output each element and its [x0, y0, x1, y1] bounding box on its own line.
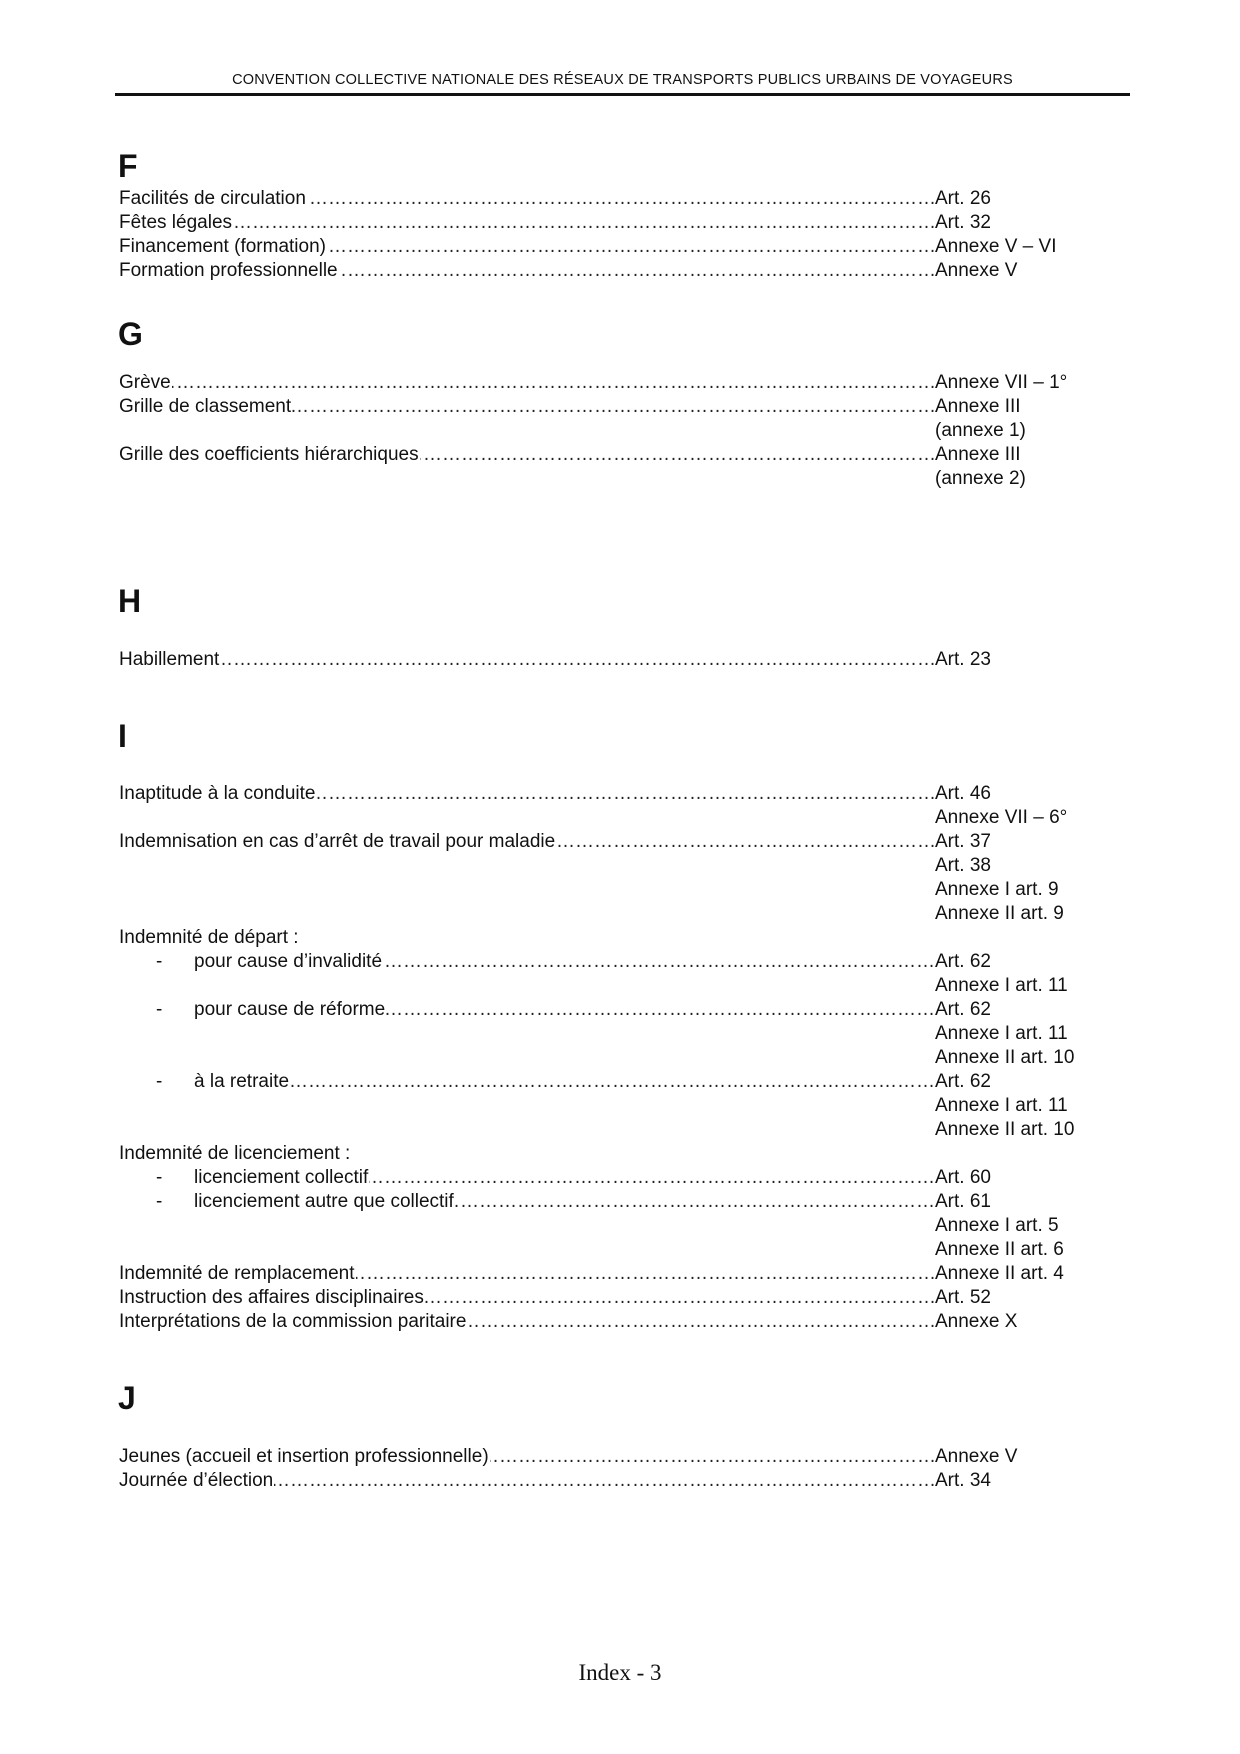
section-j-entries	[119, 1445, 1119, 1493]
index-entry-continuation	[119, 974, 1119, 998]
entry-reference: Art. 62	[935, 951, 991, 972]
entry-leader	[194, 998, 934, 1022]
entry-reference: Art. 32	[935, 212, 991, 233]
entry-label: Journée d’élection	[119, 1470, 274, 1491]
entry-label: à la retraite	[194, 1071, 290, 1092]
entry-label: Interprétations de la commission paritaire	[119, 1311, 467, 1332]
index-entry-continuation	[119, 902, 1119, 926]
index-entry-continuation	[119, 1238, 1119, 1262]
section-letter-i: I	[118, 718, 127, 754]
index-entry	[119, 998, 1119, 1022]
index-entry-continuation	[119, 878, 1119, 902]
index-entry-continuation	[119, 854, 1119, 878]
entry-leader	[119, 830, 934, 854]
index-entry	[119, 830, 1119, 854]
list-bullet: -	[156, 1191, 163, 1212]
entry-reference: Art. 62	[935, 1071, 991, 1092]
index-entry	[119, 235, 1119, 259]
index-entry	[119, 926, 1119, 950]
entry-label: Indemnité de remplacement	[119, 1263, 355, 1284]
index-entry-continuation	[119, 1214, 1119, 1238]
entry-reference: Art. 38	[935, 855, 991, 876]
entry-leader	[194, 1166, 934, 1190]
entry-leader	[119, 371, 934, 395]
entry-reference: Art. 34	[935, 1470, 991, 1491]
index-entry	[119, 371, 1119, 395]
entry-leader	[119, 443, 934, 467]
entry-reference: Art. 37	[935, 831, 991, 852]
index-entry	[119, 1286, 1119, 1310]
entry-reference: Art. 62	[935, 999, 991, 1020]
index-entry	[119, 782, 1119, 806]
section-h-entries	[119, 648, 1119, 672]
index-entry-continuation	[119, 1094, 1119, 1118]
entry-label: Indemnité de licenciement :	[119, 1143, 351, 1164]
list-bullet: -	[156, 999, 163, 1020]
entry-reference: Annexe X	[935, 1311, 1018, 1332]
entry-label: Grille des coefficients hiérarchiques	[119, 444, 419, 465]
entry-reference: Art. 60	[935, 1167, 991, 1188]
entry-leader	[194, 1070, 934, 1094]
entry-leader	[119, 1445, 934, 1469]
entry-leader	[119, 259, 934, 283]
entry-leader	[119, 211, 934, 235]
entry-label: licenciement collectif	[194, 1167, 369, 1188]
index-entry-continuation	[119, 419, 1119, 443]
section-f-entries	[119, 187, 1119, 283]
entry-leader	[119, 187, 934, 211]
index-entry	[119, 443, 1119, 467]
entry-leader	[119, 1142, 934, 1166]
entry-reference: Annexe I art. 11	[935, 1095, 1068, 1116]
entry-label: pour cause d’invalidité	[194, 951, 383, 972]
entry-reference: Annexe I art. 5	[935, 1215, 1059, 1236]
header-rule	[115, 93, 1130, 96]
entry-reference: Art. 46	[935, 783, 991, 804]
index-entry-continuation	[119, 806, 1119, 830]
entry-reference: Annexe I art. 11	[935, 975, 1068, 996]
entry-reference: Annexe III	[935, 396, 1021, 417]
entry-label: Habillement	[119, 649, 220, 670]
entry-label: Jeunes (accueil et insertion professionnelle)	[119, 1446, 489, 1467]
entry-leader	[119, 395, 934, 419]
index-entry	[119, 259, 1119, 283]
entry-leader	[119, 1469, 934, 1493]
entry-label: pour cause de réforme	[194, 999, 386, 1020]
index-entry	[119, 648, 1119, 672]
entry-leader	[119, 1310, 934, 1334]
entry-reference: Annexe II art. 6	[935, 1239, 1064, 1260]
entry-label: Indemnité de départ :	[119, 927, 299, 948]
index-entry	[119, 211, 1119, 235]
index-entry	[119, 395, 1119, 419]
entry-reference: (annexe 1)	[935, 420, 1026, 441]
section-letter-j: J	[118, 1380, 136, 1416]
index-entry	[119, 187, 1119, 211]
index-entry-continuation	[119, 1118, 1119, 1142]
entry-reference: Art. 26	[935, 188, 991, 209]
index-entry	[119, 1190, 1119, 1214]
entry-reference: Annexe V	[935, 1446, 1018, 1467]
entry-reference: Annexe V	[935, 260, 1018, 281]
entry-label: Formation professionnelle	[119, 260, 338, 281]
index-entry-continuation	[119, 1022, 1119, 1046]
index-entry	[119, 1445, 1119, 1469]
entry-label: licenciement autre que collectif	[194, 1191, 454, 1212]
entry-leader	[119, 926, 934, 950]
section-letter-f: F	[118, 148, 138, 184]
entry-leader	[119, 1262, 934, 1286]
entry-reference: Annexe II art. 9	[935, 903, 1064, 924]
entry-reference: Annexe VII – 6°	[935, 807, 1068, 828]
entry-leader	[194, 950, 934, 974]
running-header: CONVENTION COLLECTIVE NATIONALE DES RÉSEAUX DE TRANSPORTS PUBLICS URBAINS DE VOYAGEURS	[232, 72, 1013, 88]
list-bullet: -	[156, 1167, 163, 1188]
entry-leader	[119, 235, 934, 259]
index-entry	[119, 1070, 1119, 1094]
index-entry-continuation	[119, 467, 1119, 491]
entry-reference: Annexe II art. 10	[935, 1119, 1075, 1140]
index-entry	[119, 1262, 1119, 1286]
entry-label: Financement (formation)	[119, 236, 326, 257]
entry-reference: Annexe I art. 9	[935, 879, 1059, 900]
entry-reference: Annexe V – VI	[935, 236, 1057, 257]
entry-leader	[119, 1286, 934, 1310]
entry-reference: (annexe 2)	[935, 468, 1026, 489]
index-entry	[119, 1310, 1119, 1334]
entry-label: Facilités de circulation	[119, 188, 306, 209]
entry-label: Grève	[119, 372, 171, 393]
entry-reference: Annexe VII – 1°	[935, 372, 1068, 393]
index-entry	[119, 950, 1119, 974]
entry-label: Grille de classement	[119, 396, 292, 417]
section-letter-h: H	[118, 583, 142, 619]
entry-reference: Art. 61	[935, 1191, 991, 1212]
entry-reference: Annexe III	[935, 444, 1021, 465]
entry-leader	[119, 782, 934, 806]
entry-reference: Art. 52	[935, 1287, 991, 1308]
index-entry	[119, 1142, 1119, 1166]
list-bullet: -	[156, 1071, 163, 1092]
section-letter-g: G	[118, 316, 143, 352]
entry-label: Instruction des affaires disciplinaires	[119, 1287, 424, 1308]
section-i-entries	[119, 782, 1119, 1334]
entry-label: Fêtes légales	[119, 212, 233, 233]
entry-reference: Annexe II art. 4	[935, 1263, 1064, 1284]
index-entry-continuation	[119, 1046, 1119, 1070]
entry-label: Inaptitude à la conduite	[119, 783, 316, 804]
entry-label: Indemnisation en cas d’arrêt de travail pour maladie	[119, 831, 556, 852]
index-entry	[119, 1166, 1119, 1190]
list-bullet: -	[156, 951, 163, 972]
page-number: Index - 3	[578, 1660, 662, 1685]
entry-leader	[194, 1190, 934, 1214]
entry-reference: Annexe I art. 11	[935, 1023, 1068, 1044]
entry-reference: Annexe II art. 10	[935, 1047, 1075, 1068]
index-entry	[119, 1469, 1119, 1493]
section-g-entries	[119, 371, 1119, 491]
entry-reference: Art. 23	[935, 649, 991, 670]
entry-leader	[119, 648, 934, 672]
